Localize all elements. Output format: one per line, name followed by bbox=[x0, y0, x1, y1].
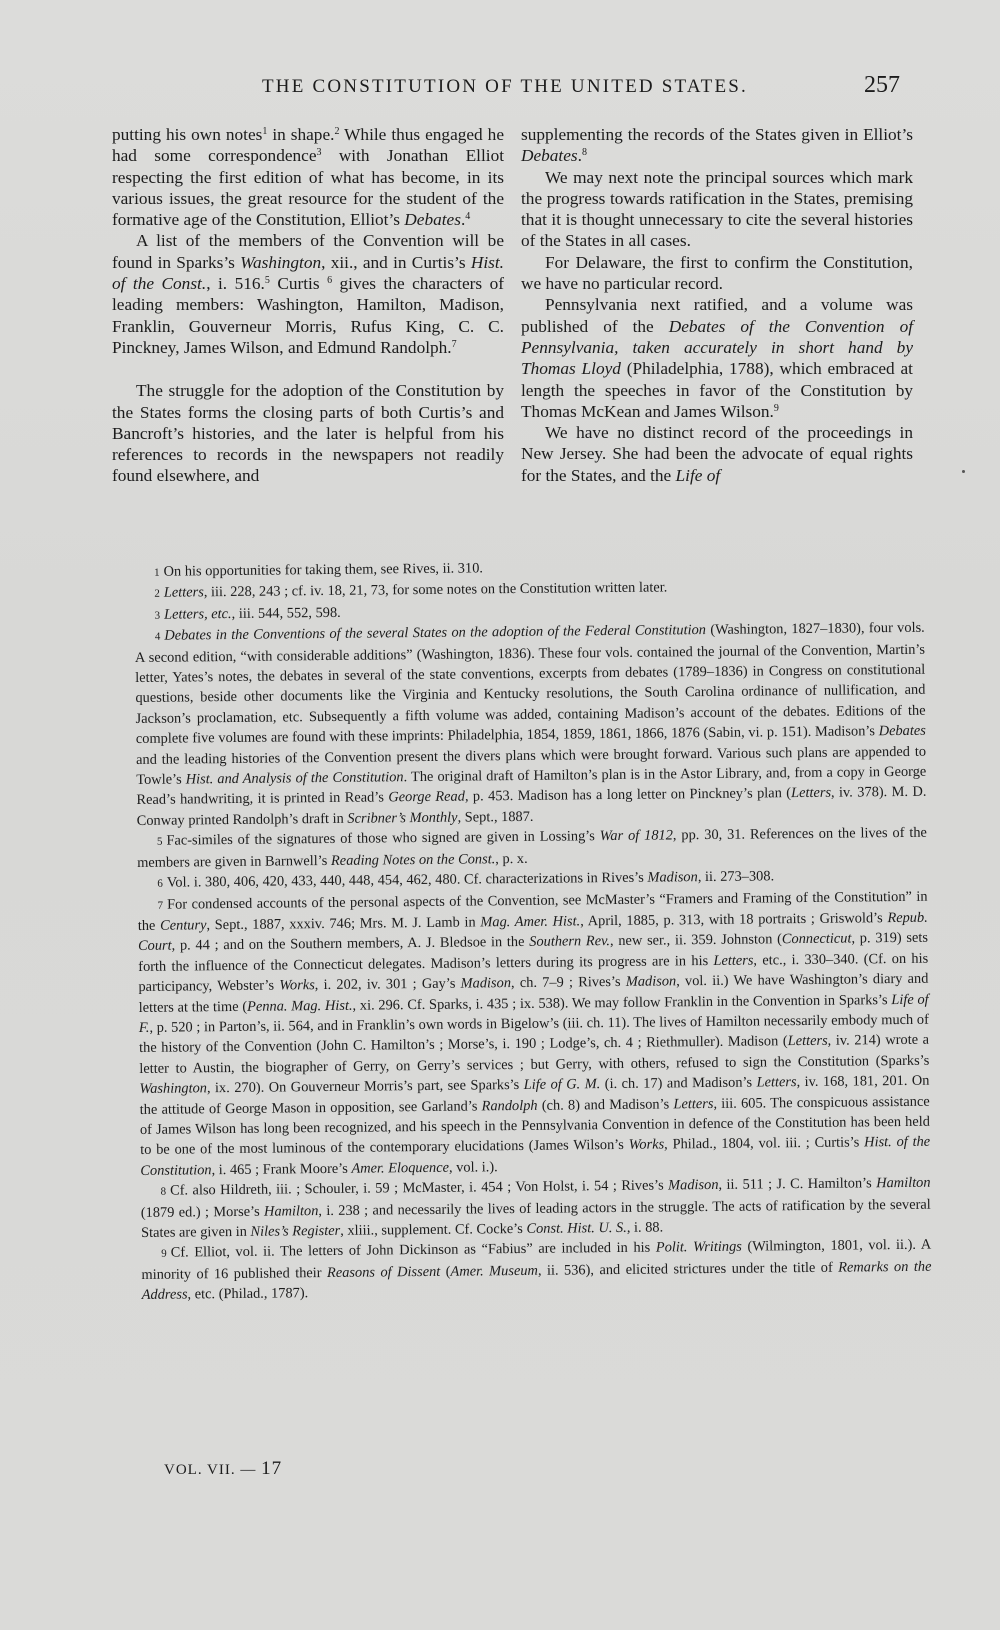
footnote-4: 4 Debates in the Conventions of the several States on the adoption of the Federal Constitution (Washington, 1827–1830), four vols. A second edition, “with considerable additions” (Washington, 1836). These four vols. contained the journal of the Convention, Martin’s letter, Yates’s notes, the debates in several of the state conventions, excerpts from debates (1789–1836) in Congress on constitutional questions, beside other documents like the Virginia and Kentucky resolutions, the South Carolina ordinance of nullification, and Jackson’s proclamation, etc. Subsequently a fifth volume was added, containing Madison’s account of the debates. Editions of the complete five volumes are found with these imprints: Philadelphia, 1854, 1859, 1861, 1866, 1876 (Sabin, vi. p. 151). Madison’s Debates and the leading histories of the Convention present the divers plans which were brought forward. Various such plans are appended to Towle’s Hist. and Analysis of the Constitution. The original draft of Hamilton’s plan is in the Astor Library, and, from a copy in George Read’s handwriting, it is printed in Read’s George Read, p. 453. Madison has a long letter on Pinckney’s plan (Letters, iv. 378). M. D. Conway printed Randolph’s draft in Scribner’s Monthly, Sept., 1887. bbox=[134, 619, 927, 829]
paragraph: We have no distinct record of the proceedings in New Jersey. She had been the advocate of equal rights for the States, and the Life of bbox=[521, 423, 913, 485]
page-title: THE CONSTITUTION OF THE UNITED STATES. bbox=[262, 76, 748, 97]
paragraph: putting his own notes$^1$ in shape.$^2$ While thus engaged he had some correspondence$^3$ with Jonathan Elliot respecting the first edition of what has become, in its various issues, the great resource for the student of the formative age of the Constitution, Elliot’s Debates.$^4$ bbox=[112, 125, 505, 230]
page-number: 257 bbox=[864, 72, 900, 98]
running-head bbox=[110, 72, 900, 98]
footnote-ref[interactable]: 5 bbox=[264, 275, 270, 287]
signature-line bbox=[164, 1458, 282, 1480]
footnote-7: 7 For condensed accounts of the personal aspects of the Convention, see McMaster’s “Framers and Framing of the Constitution” in the Century, Sept., 1887, xxxiv. 746; Mrs. M. J. Lamb in Mag. Amer. Hist., April, 1885, p. 313, with 18 portraits ; Griswold’s Repub. Court, p. 44 ; and on the Southern members, A. J. Bledsoe in the Southern Rev., new ser., ii. 359. Johnston (Connecticut, p. 319) sets forth the influence of the Connecticut delegates. Madison’s letters during its progress are in his Letters, etc., i. 330–340. (Cf. on his participancy, Webster’s Works, i. 202, iv. 301 ; Gay’s Madison, ch. 7–9 ; Rives’s Madison, vol. ii.) We have Washington’s diary and letters at the time (Penna. Mag. Hist., xi. 296. Cf. Sparks, i. 435 ; ix. 538). We may follow Franklin in the Convention in Sparks’s Life of F., p. 520 ; in Parton’s, ii. 564, and in Franklin’s own words in Bigelow’s (iii. ch. 11). The lives of Hamilton necessarily embody much of the history of the Convention (John C. Hamilton’s ; Morse’s, i. 190 ; Lodge’s, ch. 4 ; Riethmuller). Madison (Letters, iv. 214) wrote a letter to Austin, the biographer of Gerry, on Gerry’s services ; but Gerry, with others, refused to sign the Constitution (Sparks’s Washington, ix. 270). On Gouverneur Morris’s part, see Sparks’s Life of G. M. (i. ch. 17) and Madison’s Letters, iv. 168, 181, 201. On the attitude of George Mason in opposition, see Garland’s Randolph (ch. 8) and Madison’s Letters, iii. 605. The conspicuous assistance of James Wilson has long been recognized, and his speech in the Pennsylvania Convention in defence of the Constitution has been held to be one of the most luminous of the contemporary elucidations (James Wilson’s Works, Philad., 1804, vol. iii. ; Curtis’s Hist. of the Constitution, i. 465 ; Frank Moore’s Amer. Eloquence, vol. i.). bbox=[137, 888, 931, 1179]
footnote-1: 1 On his opportunities for taking them, see Rives, ii. 310. bbox=[154, 560, 484, 580]
footnote-ref[interactable]: 4 bbox=[465, 211, 471, 223]
left-column bbox=[112, 124, 504, 487]
footnote-ref[interactable]: 9 bbox=[773, 402, 779, 414]
footnote-ref[interactable]: 6 bbox=[327, 275, 333, 287]
paragraph: supplementing the records of the States given in Elliot’s Debates.$^8$ bbox=[521, 125, 913, 166]
footnote-3: 3 Letters, etc., iii. 544, 552, 598. bbox=[154, 604, 341, 623]
right-column bbox=[521, 124, 913, 486]
paragraph: A list of the members of the Convention will be found in Sparks’s Washington, xii., and in Curtis’s Hist. of the Const., i. 516.$^5$ Curtis $^6$ gives the characters of leading members: Washington, Hamilton, Madison, Franklin, Gouverneur Morris, Rufus King, C. C. Pinckney, James Wilson, and Edmund Randolph.$^7$ bbox=[112, 231, 505, 357]
footnote-9: 9 Cf. Elliot, vol. ii. The letters of John Dickinson as “Fabius” are included in his Polit. Writings (Wilmington, 1801, vol. ii.). A minority of 16 published their Reasons of Dissent (Amer. Museum, ii. 536), and elicited strictures under the title of Remarks on the Address, etc. (Philad., 1787). bbox=[141, 1237, 932, 1304]
footnote-ref[interactable]: 7 bbox=[451, 338, 457, 350]
footnote-2: 2 Letters, iii. 228, 243 ; cf. iv. 18, 21, 73, for some notes on the Constitution written later. bbox=[154, 579, 668, 602]
footnote-ref[interactable]: 8 bbox=[581, 147, 587, 159]
paragraph: Pennsylvania next ratified, and a volume was published of the Debates of the Convention of Pennsylvania, taken accurately in short hand by Thomas Lloyd (Philadelphia, 1788), which embraced at length the speeches in favor of the Constitution by Thomas McKean and James Wilson.$^9$ bbox=[521, 295, 914, 421]
footnote-6: 6 Vol. i. 380, 406, 420, 433, 440, 448, 454, 462, 480. Cf. characterizations in Rives’s Madison, ii. 273–308. bbox=[157, 868, 775, 891]
footnote-5: 5 Fac-similes of the signatures of those who signed are given in Lossing’s War of 1812, pp. 30, 31. References on the lives of the members are given in Barnwell’s Reading Notes on the Const., p. x. bbox=[137, 824, 927, 871]
paragraph: The struggle for the adoption of the Constitution by the States forms the closing parts of both Curtis’s and Bancroft’s histories, and the later is helpful from his references to records in the newspapers not readily found elsewhere, and bbox=[112, 381, 504, 486]
footnote-ref[interactable]: 2 bbox=[334, 126, 340, 137]
volume-label: VOL. VII. — bbox=[164, 1462, 257, 1478]
signature-mark: 17 bbox=[261, 1458, 283, 1479]
paragraph: For Delaware, the first to confirm the Constitution, we have no particular record. bbox=[521, 252, 913, 294]
paragraph: We may next note the principal sources which mark the progress towards ratification in the States, premising that it is thought unnecessary to cite the several histories of the States in all cases. bbox=[521, 167, 913, 251]
footnote-ref[interactable]: 1 bbox=[262, 126, 268, 137]
ink-speck bbox=[962, 470, 965, 473]
footnote-8: 8 Cf. also Hildreth, iii. ; Schouler, i. 59 ; McMaster, i. 454 ; Von Holst, i. 54 ; Rives’s Madison, ii. 511 ; J. C. Hamilton’s Hamilton (1879 ed.) ; Morse’s Hamilton, i. 238 ; and necessarily the lives of leading actors in the struggle. The acts of ratification by the several States are given in Niles’s Register, xliii., supplement. Cf. Cocke’s Const. Hist. U. S., i. 88. bbox=[140, 1174, 931, 1241]
footnotes bbox=[134, 554, 932, 1306]
footnote-ref[interactable]: 3 bbox=[316, 147, 322, 159]
